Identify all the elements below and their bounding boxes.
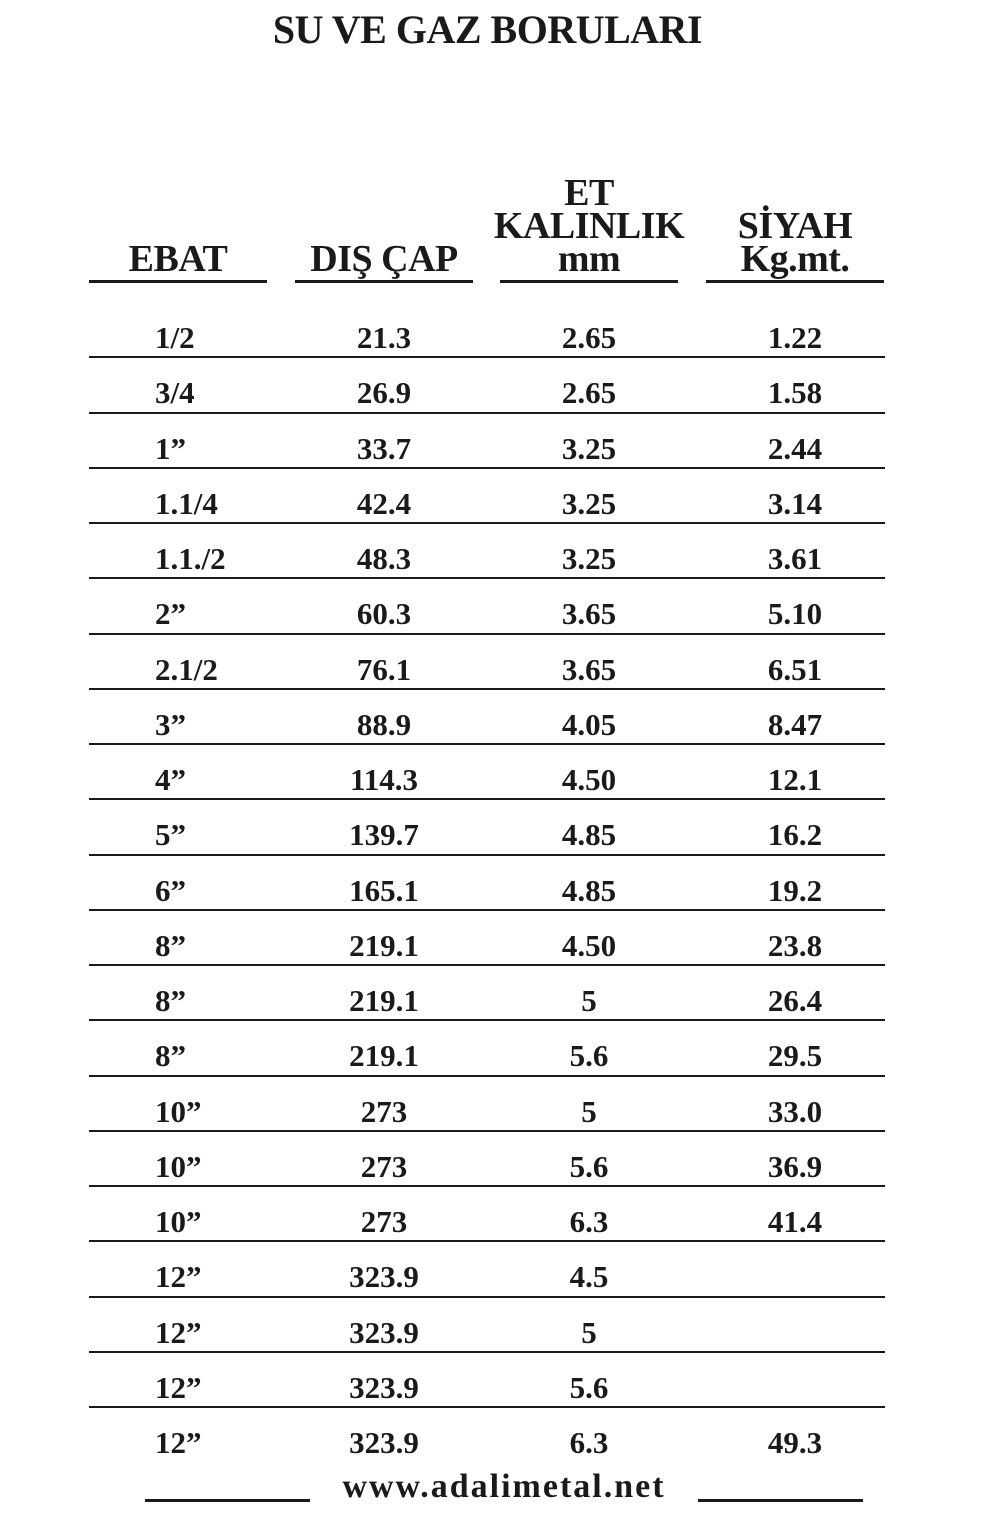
cell-et-kalinlik: 2.65	[561, 320, 617, 355]
cell-dis-cap: 273	[360, 1148, 408, 1184]
cell-dis-cap: 219.1	[349, 983, 419, 1018]
cell-ebat: 12”	[155, 1314, 202, 1350]
header-underline-dis-cap	[295, 280, 473, 283]
header-underline-ebat	[89, 280, 267, 283]
header-ebat	[89, 168, 267, 280]
cell-ebat: 2”	[155, 596, 186, 632]
table-row	[89, 469, 885, 524]
cell-dis-cap: 323.9	[349, 1259, 419, 1295]
footer	[0, 1466, 1000, 1506]
cell-siyah: 49.3	[767, 1425, 823, 1460]
cell-siyah: 8.47	[767, 706, 823, 742]
cell-et-kalinlik: 3.25	[561, 485, 617, 521]
cell-et-kalinlik: 5	[581, 1093, 597, 1129]
header-ebat-line-1: EBAT	[128, 238, 228, 280]
table-row	[89, 1021, 885, 1076]
cell-dis-cap: 33.7	[356, 430, 412, 466]
table-row	[89, 358, 885, 413]
cell-dis-cap: 323.9	[349, 1314, 419, 1350]
header-underline-et-kalinlik	[500, 280, 678, 283]
header-dis-cap-line-1: DIŞ ÇAP	[310, 238, 458, 280]
table-row	[89, 800, 885, 855]
cell-dis-cap: 21.3	[356, 320, 412, 355]
cell-et-kalinlik: 4.50	[561, 927, 617, 963]
cell-ebat: 12”	[155, 1425, 202, 1460]
table-row	[89, 303, 885, 358]
footer-rule-left	[145, 1499, 310, 1502]
cell-ebat: 8”	[155, 927, 186, 963]
cell-ebat: 2.1/2	[155, 651, 218, 687]
header-underline-siyah	[706, 280, 884, 283]
cell-ebat: 4”	[155, 762, 186, 797]
table-row	[89, 911, 885, 966]
cell-siyah: 36.9	[767, 1148, 823, 1184]
page-title: SU VE GAZ BORULARI	[272, 7, 703, 52]
header-et-kalinlik-line-3: mm	[557, 238, 621, 280]
cell-ebat: 1/2	[155, 320, 195, 355]
footer-rule-right	[698, 1499, 863, 1502]
header-siyah-line-1: SİYAH	[737, 205, 853, 247]
table-row	[89, 690, 885, 745]
cell-dis-cap: 323.9	[349, 1425, 419, 1460]
table-row	[89, 1132, 885, 1187]
cell-siyah: 23.8	[767, 927, 823, 963]
cell-ebat: 8”	[155, 1038, 186, 1074]
cell-siyah: 2.44	[767, 430, 823, 466]
header-et-kalinlik-line-2: KALINLIK	[493, 205, 685, 247]
header-dis-cap	[295, 168, 473, 280]
table-row	[89, 745, 885, 800]
cell-et-kalinlik: 5	[581, 1314, 597, 1350]
cell-ebat: 10”	[155, 1093, 202, 1129]
cell-dis-cap: 42.4	[356, 485, 412, 521]
cell-dis-cap: 60.3	[356, 596, 412, 632]
cell-siyah: 3.61	[767, 541, 823, 576]
table-row	[89, 579, 885, 634]
cell-dis-cap: 76.1	[356, 651, 412, 687]
cell-et-kalinlik: 3.65	[561, 651, 617, 687]
cell-ebat: 10”	[155, 1204, 202, 1239]
table-row	[89, 1353, 885, 1408]
cell-et-kalinlik: 4.85	[561, 817, 617, 853]
cell-dis-cap: 323.9	[349, 1369, 419, 1405]
cell-dis-cap: 48.3	[356, 541, 412, 576]
cell-siyah: 26.4	[767, 983, 823, 1018]
cell-dis-cap: 219.1	[349, 1038, 419, 1074]
table-row	[89, 635, 885, 690]
cell-et-kalinlik: 6.3	[569, 1425, 609, 1460]
cell-dis-cap: 88.9	[356, 706, 412, 742]
cell-dis-cap: 219.1	[349, 927, 419, 963]
cell-et-kalinlik: 3.65	[561, 596, 617, 632]
header-siyah-line-2: Kg.mt.	[740, 238, 850, 280]
cell-ebat: 8”	[155, 983, 186, 1018]
table-row	[89, 414, 885, 469]
table-row	[89, 966, 885, 1021]
cell-et-kalinlik: 4.5	[569, 1259, 609, 1295]
cell-dis-cap: 139.7	[349, 817, 419, 853]
cell-dis-cap: 114.3	[349, 762, 419, 797]
cell-et-kalinlik: 3.25	[561, 430, 617, 466]
cell-et-kalinlik: 2.65	[561, 375, 617, 411]
cell-ebat: 10”	[155, 1148, 202, 1184]
cell-et-kalinlik: 4.05	[561, 706, 617, 742]
cell-et-kalinlik: 5.6	[569, 1038, 609, 1074]
cell-siyah: 3.14	[767, 485, 823, 521]
cell-siyah: 16.2	[767, 817, 823, 853]
cell-et-kalinlik: 5.6	[569, 1369, 609, 1405]
cell-ebat: 5”	[155, 817, 186, 853]
cell-et-kalinlik: 5.6	[569, 1148, 609, 1184]
cell-siyah: 41.4	[767, 1204, 823, 1239]
cell-ebat: 3/4	[155, 375, 195, 411]
pipe-table-body	[89, 303, 885, 1463]
cell-ebat: 3”	[155, 706, 186, 742]
header-et-kalinlik-line-1: ET	[564, 172, 614, 214]
cell-et-kalinlik: 6.3	[569, 1204, 609, 1239]
cell-et-kalinlik: 4.85	[561, 872, 617, 908]
cell-siyah: 33.0	[767, 1093, 823, 1129]
header-et-kalinlik	[493, 168, 685, 280]
cell-siyah: 19.2	[767, 872, 823, 908]
table-row	[89, 1187, 885, 1242]
cell-ebat: 6”	[155, 872, 186, 908]
table-row	[89, 856, 885, 911]
cell-et-kalinlik: 3.25	[561, 541, 617, 576]
table-row	[89, 1242, 885, 1297]
cell-et-kalinlik: 5	[581, 983, 597, 1018]
cell-siyah: 5.10	[767, 596, 823, 632]
cell-ebat: 1.1/4	[155, 485, 218, 521]
cell-siyah: 29.5	[767, 1038, 823, 1074]
cell-siyah: 12.1	[767, 762, 823, 797]
cell-siyah: 1.22	[767, 320, 823, 355]
cell-ebat: 1”	[155, 430, 186, 466]
cell-siyah: 1.58	[767, 375, 823, 411]
cell-ebat: 12”	[155, 1259, 202, 1295]
cell-et-kalinlik: 4.50	[561, 762, 617, 797]
cell-ebat: 12”	[155, 1369, 202, 1405]
cell-siyah: 6.51	[767, 651, 823, 687]
cell-dis-cap: 273	[360, 1093, 408, 1129]
cell-dis-cap: 26.9	[356, 375, 412, 411]
table-row	[89, 524, 885, 579]
cell-ebat: 1.1./2	[155, 541, 226, 576]
table-row	[89, 1298, 885, 1353]
table-row	[89, 1408, 885, 1463]
cell-dis-cap: 273	[360, 1204, 408, 1239]
cell-dis-cap: 165.1	[349, 872, 419, 908]
header-siyah	[706, 168, 884, 280]
table-row	[89, 1077, 885, 1132]
footer-website: www.adalimetal.net	[342, 1468, 666, 1505]
